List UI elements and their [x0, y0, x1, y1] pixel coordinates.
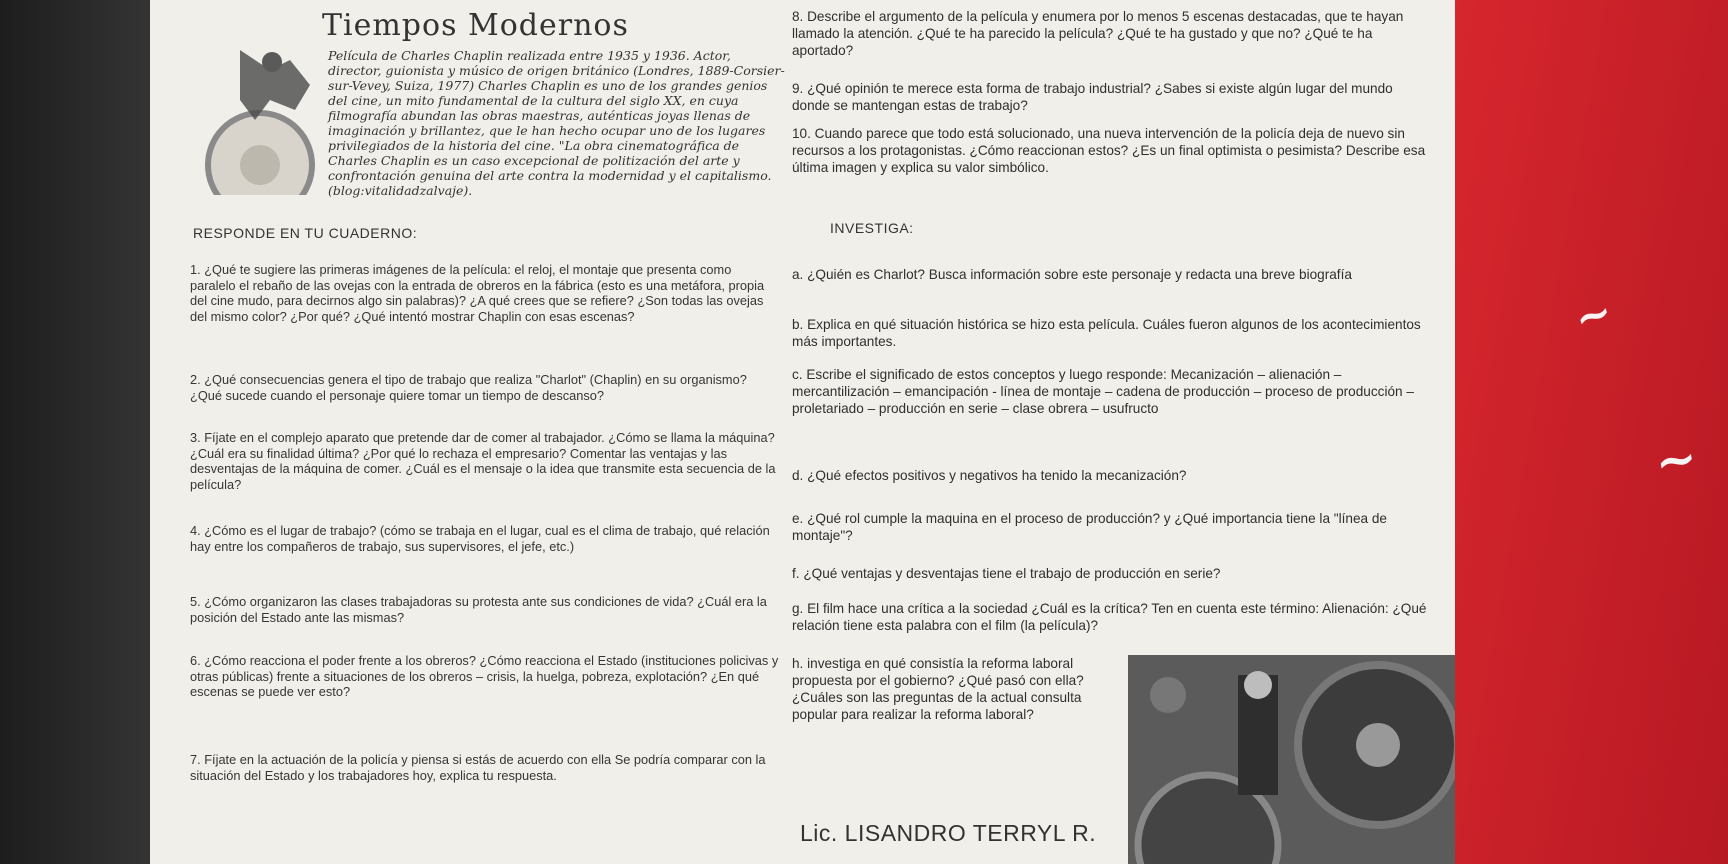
question-8: 8. Describe el argumento de la película y enumera por lo menos 5 escenas destacadas, que te hayan llamado la atención. ¿Qué te ha parecido la película? ¿Qué te ha gustado y que no? ¿Qué te ha aportado?	[792, 9, 1404, 58]
question-9: 9. ¿Qué opinión te merece esta forma de trabajo industrial? ¿Sabes si existe algún lugar del mundo donde se mantengan estas de trabajo?	[792, 81, 1393, 113]
respond-heading: RESPONDE EN TU CUADERNO:	[193, 225, 418, 241]
left-question-3: 3. Fíjate en el complejo aparato que pretende dar de comer al trabajador. ¿Cómo se llama la máquina? ¿Cuál era su finalidad última? ¿Por qué lo rechaza el empresario? Comentar las ventajas y las desventajas de la máquina de comer. ¿Cuál es el mensaje o la idea que transmite esta secuencia de la película?	[190, 430, 776, 492]
teacher-signature: Lic. LISANDRO TERRYL R.	[800, 820, 1097, 846]
intro-paragraph: Película de Charles Chaplin realizada entre 1935 y 1936. Actor, director, guionista y músico de origen británico (Londres, 1889-Corsier-sur-Vevey, Suiza, 1977) Charles Chaplin es uno de los grandes genios del cine, un mito fundamental de la cultura del siglo XX, en cuya filmografía abundan las obras maestras, auténticas joyas llenas de imaginación y brillantez, que le han hecho ocupar uno de los lugares privilegiados de la historia del cine. "La obra cinematográfica de Charles Chaplin es un caso excepcional de politización del arte y confrontación genuina del arte contra la modernidad y el capitalismo. (blog:vitalidadzalvaje).	[328, 48, 785, 198]
chalk-doodle: ~	[1568, 285, 1619, 346]
investiga-item-g: g. El film hace una crítica a la sociedad ¿Cuál es la crítica? Ten en cuenta este término: Alienación: ¿Qué relación tiene esta palabra con el film (la película)?	[792, 601, 1427, 633]
investiga-item-d: d. ¿Qué efectos positivos y negativos ha tenido la mecanización?	[792, 468, 1187, 483]
left-question-5: 5. ¿Cómo organizaron las clases trabajadoras su protesta ante sus condiciones de vida? ¿Cuál era la posición del Estado ante las mismas?	[190, 594, 767, 625]
page-title: Tiempos Modernos	[322, 8, 629, 43]
investiga-item-f: f. ¿Qué ventajas y desventajas tiene el trabajo de producción en serie?	[792, 566, 1221, 581]
investiga-item-c: c. Escribe el significado de estos conceptos y luego responde: Mecanización – alienación – mercantilización – emancipación - línea de montaje – cadena de producción – proceso de producción – proletariado – producción en serie – clase obrera – usufructo	[792, 367, 1414, 416]
left-question-4: 4. ¿Cómo es el lugar de trabajo? (cómo se trabaja en el lugar, cual es el clima de trabajo, qué relación hay entre los compañeros de trabajo, sus supervisores, el jefe, etc.)	[190, 523, 770, 554]
left-question-6: 6. ¿Cómo reacciona el poder frente a los obreros? ¿Cómo reacciona el Estado (instituciones policivas y otras públicas) frente a situaciones de los obreros – crisis, la huelga, pobreza, explotación? ¿En qué escenas se puede ver esto?	[190, 653, 779, 699]
investiga-item-a: a. ¿Quién es Charlot? Busca información sobre este personaje y redacta una breve biografía	[792, 267, 1352, 282]
question-10: 10. Cuando parece que todo está solucionado, una nueva intervención de la policía deja de nuevo sin recursos a los protagonistas. ¿Cómo reaccionan estos? ¿Es un final optimista o pesimista? Describe esa última imagen y explica su valor simbólico.	[792, 126, 1426, 175]
investiga-item-b: b. Explica en qué situación histórica se hizo esta película. Cuáles fueron algunos de los acontecimientos más importantes.	[792, 317, 1421, 349]
left-question-2: 2. ¿Qué consecuencias genera el tipo de trabajo que realiza "Charlot" (Chaplin) en su organismo? ¿Qué sucede cuando el personaje quiere tomar un tiempo de descanso?	[190, 372, 747, 403]
movie-still-image	[1128, 655, 1458, 864]
investiga-item-e: e. ¿Qué rol cumple la maquina en el proceso de producción? y ¿Qué importancia tiene la "línea de montaje"?	[792, 511, 1387, 543]
left-question-7: 7. Fíjate en la actuación de la policía y piensa si estás de acuerdo con ella Se podría comparar con la situación del Estado y los trabajadores hoy, explica tu respuesta.	[190, 752, 766, 783]
investiga-heading: INVESTIGA:	[830, 220, 914, 236]
chalk-doodle: ~	[1650, 426, 1702, 493]
left-question-1: 1. ¿Qué te sugiere las primeras imágenes de la película: el reloj, el montaje que presenta como paralelo el rebaño de las ovejas con la entrada de obreros en la fábrica (esto es una metáfora, propia del cine mudo, para decirnos algo sin palabras)? ¿A qué crees que se refiere? ¿Son todas las ovejas del mismo color? ¿Por qué? ¿Qué intentó mostrar Chaplin con esas escenas?	[190, 262, 765, 324]
red-cloth-background	[1455, 0, 1728, 864]
investiga-item-h: h. investiga en qué consistía la reforma laboral propuesta por el gobierno? ¿Qué pasó con ella? ¿Cuáles son las preguntas de la actual consulta popular para realizar la reforma laboral?	[792, 656, 1084, 722]
